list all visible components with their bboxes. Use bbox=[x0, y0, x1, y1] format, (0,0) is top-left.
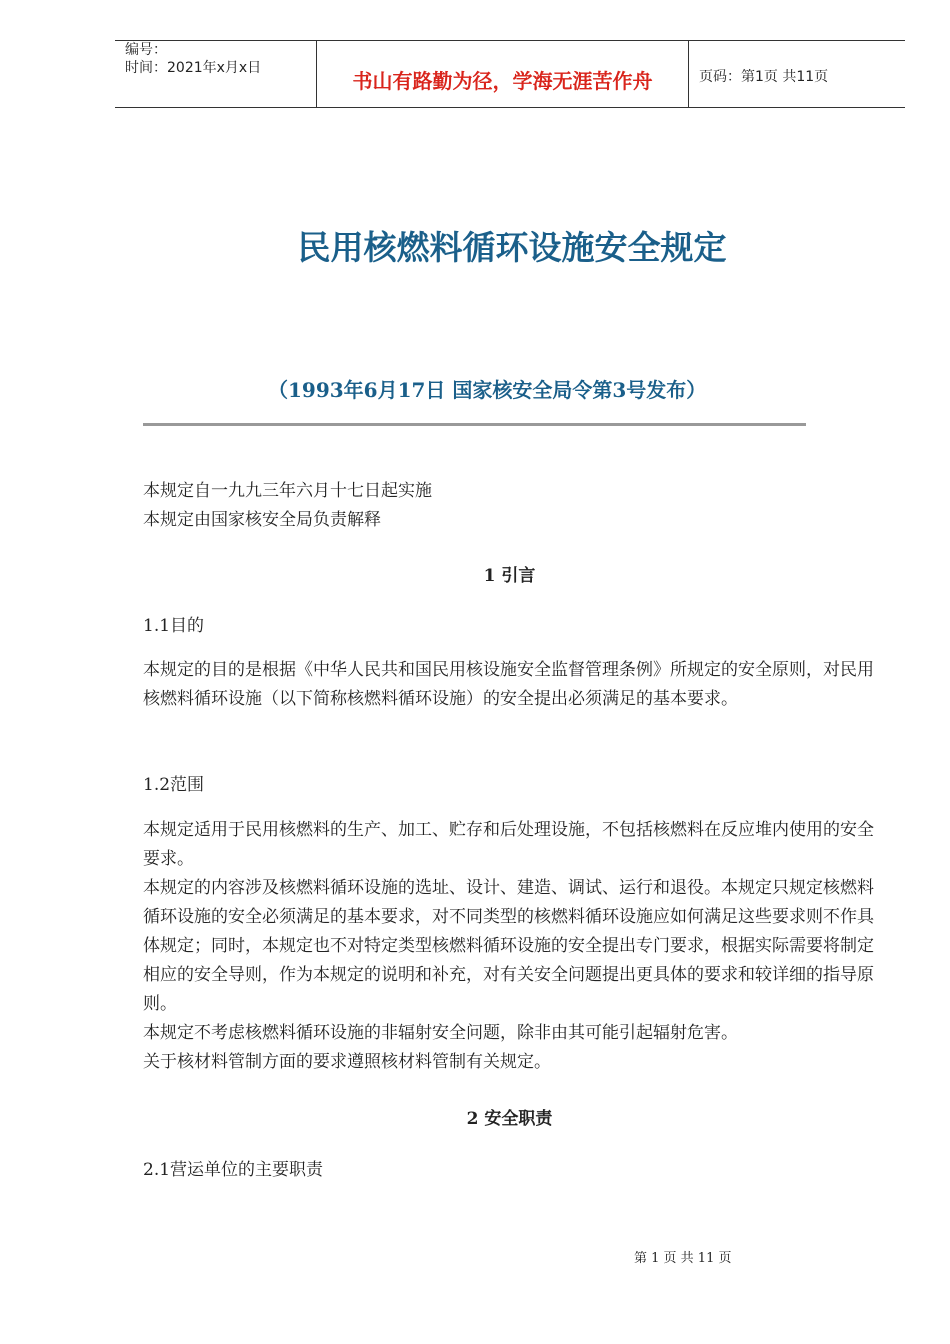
slogan: 书山有路勤为径，学海无涯苦作舟 bbox=[352, 69, 653, 93]
header-page-cell bbox=[689, 41, 905, 107]
page-footer: 第 1 页 共 11 页 bbox=[634, 1251, 732, 1266]
section-1-heading: 1 引言 bbox=[483, 566, 536, 586]
paragraph: 本规定的内容涉及核燃料循环设施的选址、设计、建造、调试、运行和退役。本规定只规定核燃料循环设施的安全必须满足的基本要求，对不同类型的核燃料循环设施应如何满足这些要求则不作具体规定；同时，本规定也不对特定类型核燃料循环设施的安全提出专门要求，根据实际需要将制定相应的安全导则，作为本规定的说明和补充，对有关安全问题提出更具体的要求和较详细的指导原则。 bbox=[143, 878, 874, 1014]
paragraph: 本规定适用于民用核燃料的生产、加工、贮存和后处理设施，不包括核燃料在反应堆内使用的安全要求。 bbox=[143, 820, 874, 869]
title-divider bbox=[143, 423, 806, 426]
header-meta bbox=[115, 41, 316, 107]
document-title: 民用核燃料循环设施安全规定 bbox=[297, 228, 727, 267]
time-label: 时间：2021年x月x日 bbox=[125, 60, 262, 76]
header-slogan-cell bbox=[316, 41, 689, 107]
section-1-1-heading: 1.1目的 bbox=[143, 616, 205, 636]
paragraph: 本规定不考虑核燃料循环设施的非辐射安全问题，除非由其可能引起辐射危害。 bbox=[143, 1023, 738, 1043]
section-2-1-heading: 2.1营运单位的主要职责 bbox=[143, 1160, 324, 1180]
document-subtitle: （1993年6月17日 国家核安全局令第3号发布） bbox=[268, 378, 707, 402]
section-2-heading: 2 安全职责 bbox=[466, 1109, 553, 1129]
intro-line: 本规定自一九九三年六月十七日起实施 bbox=[143, 481, 432, 501]
section-1-1-text bbox=[143, 656, 876, 714]
header-table bbox=[115, 40, 905, 108]
paragraph: 关于核材料管制方面的要求遵照核材料管制有关规定。 bbox=[143, 1052, 551, 1072]
paragraph: 本规定的目的是根据《中华人民共和国民用核设施安全监督管理条例》所规定的安全原则，对民用核燃料循环设施（以下简称核燃料循环设施）的安全提出必须满足的基本要求。 bbox=[143, 660, 874, 709]
page-info: 页码：第1页 共11页 bbox=[699, 69, 829, 85]
section-1-2-heading: 1.2范围 bbox=[143, 775, 205, 795]
number-label: 编号： bbox=[125, 42, 167, 58]
intro-block bbox=[143, 477, 876, 535]
section-1-2-text bbox=[143, 816, 876, 1077]
intro-line: 本规定由国家核安全局负责解释 bbox=[143, 510, 381, 530]
